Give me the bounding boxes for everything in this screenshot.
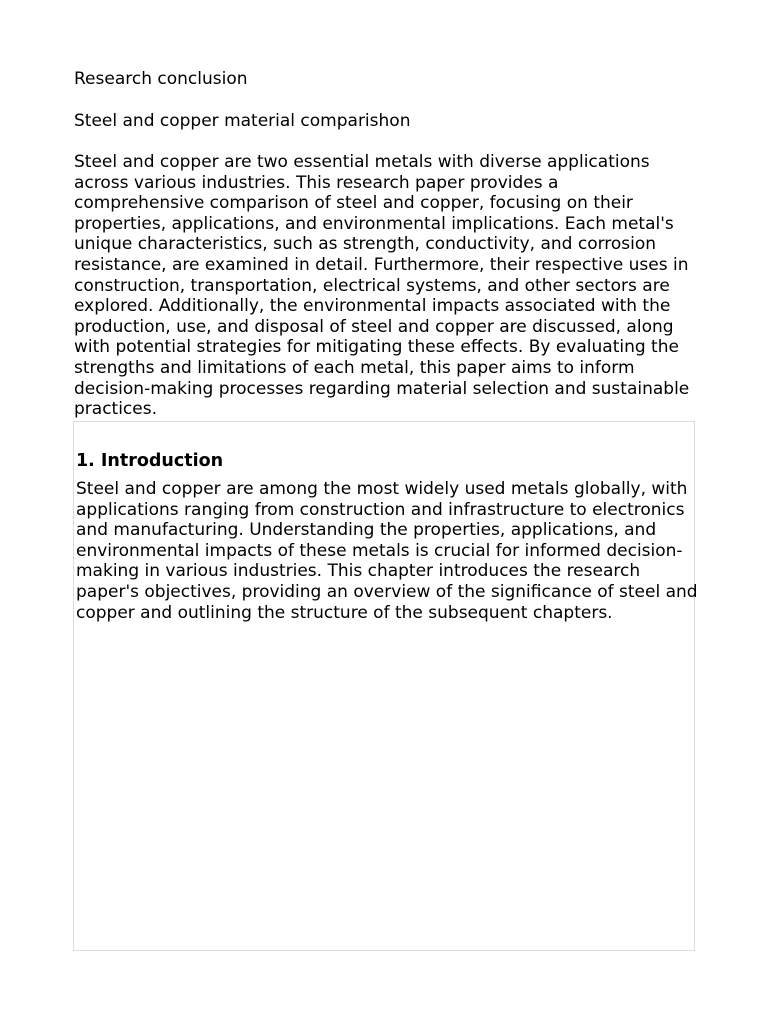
section-body: Steel and copper are among the most widely used metals globally, with applications ranging from construction and infrastructure to electronics and manufacturing. Understanding the properties, applications, and environmental impacts of these metals is crucial for informed decision-making in various industries. This chapter introduces the research paper's objectives, providing an overview of the significance of steel and copper and outlining the structure of the subsequent chapters.	[76, 479, 698, 623]
document-label: Research conclusion	[74, 69, 248, 89]
abstract-paragraph: Steel and copper are two essential metals with diverse applications across various industries. This research paper provides a comprehensive comparison of steel and copper, focusing on their properties, applications, and environmental implications. Each metal's unique characteristics, such as strength, conductivity, and corrosion resistance, are examined in detail. Furthermore, their respective uses in construction, transportation, electrical systems, and other sectors are explored. Additionally, the environmental impacts associated with the production, use, and disposal of steel and copper are discussed, along with potential strategies for mitigating these effects. By evaluating the strengths and limitations of each metal, this paper aims to inform decision-making processes regarding material selection and sustainable practices.	[74, 152, 690, 420]
introduction-section	[73, 421, 698, 951]
document-title: Steel and copper material comparishon	[74, 111, 411, 131]
section-heading: 1. Introduction	[76, 451, 224, 471]
